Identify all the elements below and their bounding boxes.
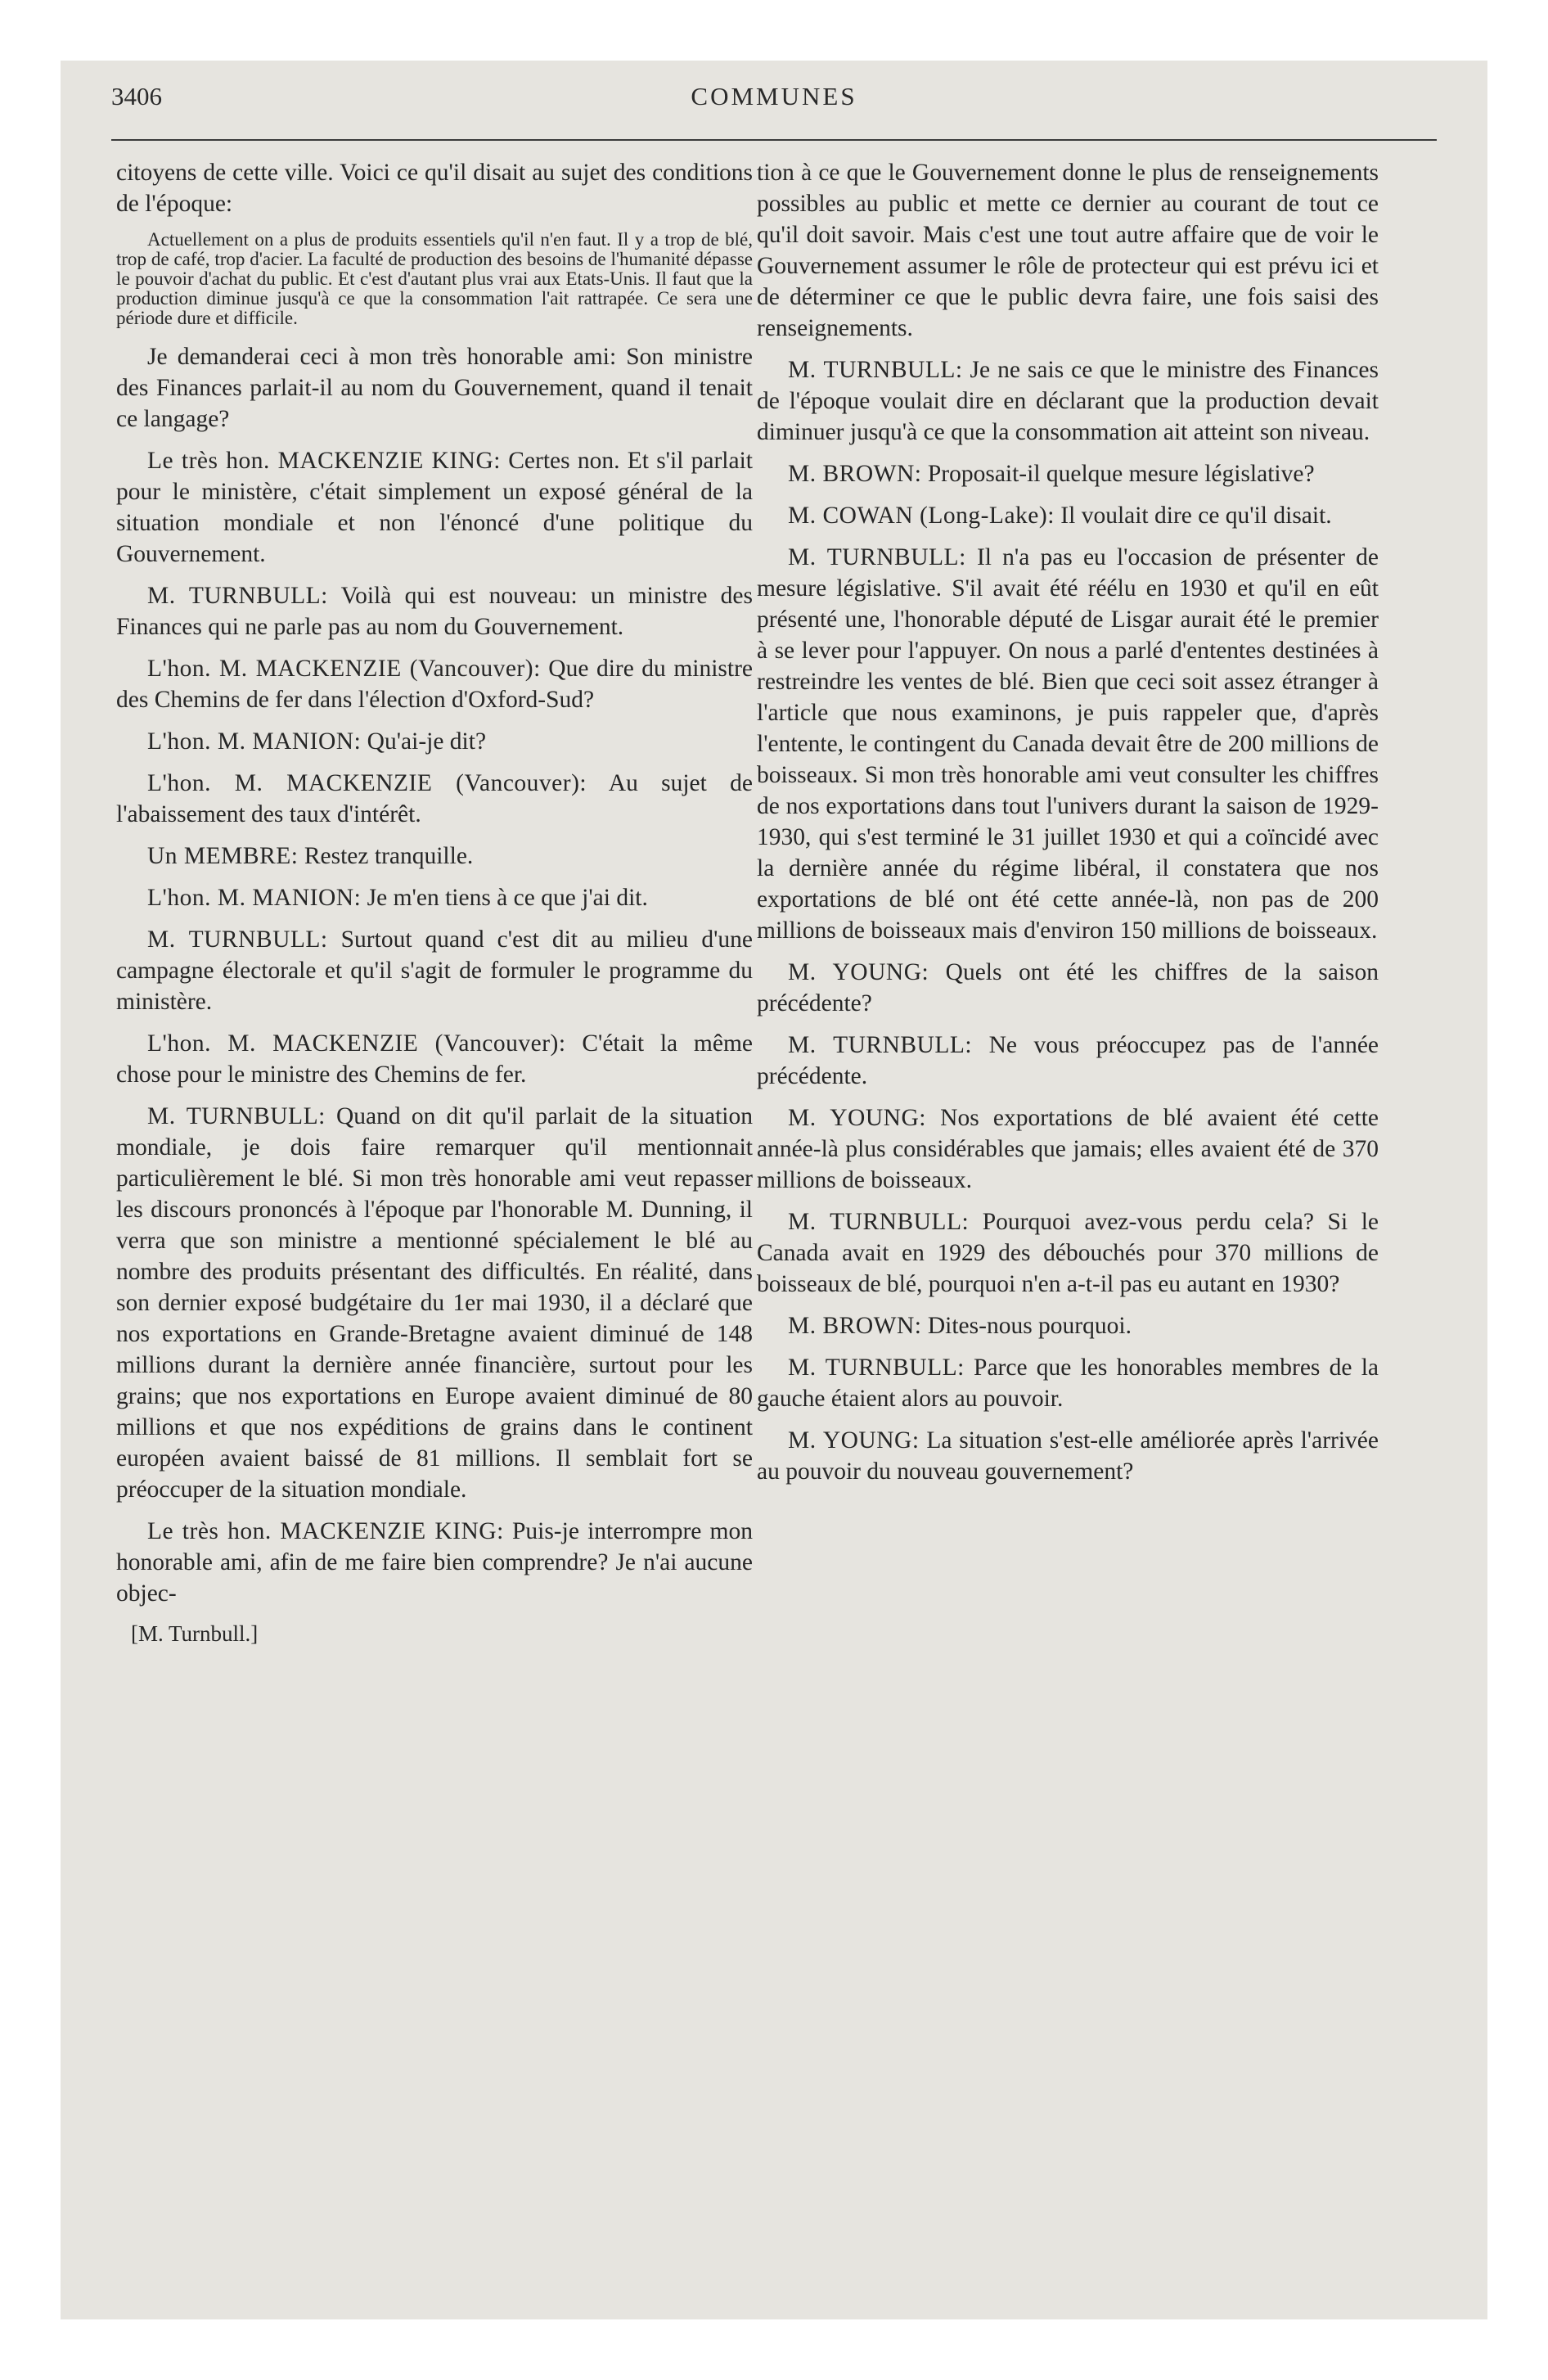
speech xyxy=(116,1101,753,1505)
running-head: COMMUNES xyxy=(691,82,857,110)
speech-text: Voilà qui est nouveau: un ministre des Finances qui ne parle pas au nom du Gouvernement. xyxy=(116,583,753,640)
speech-text: Parce que les honorables membres de la gauche étaient alors au pouvoir. xyxy=(757,1355,1379,1412)
speech-text: Proposait-il quelque mesure législative? xyxy=(921,461,1315,487)
speech-text: Nos exportations de blé avaient été cette année-là plus considérables que jamais; elles avaient été de 370 millions de boisseaux. xyxy=(757,1105,1379,1193)
speech xyxy=(757,500,1379,531)
speaker-name: M. YOUNG: xyxy=(788,959,929,985)
speaker-footer: [M. Turnbull.] xyxy=(131,1621,259,1646)
speech xyxy=(116,1028,753,1090)
speech xyxy=(757,957,1379,1019)
speaker-name: M. TURNBULL: xyxy=(147,926,328,953)
speaker-name: L'hon. M. MANION: xyxy=(147,728,362,755)
speech xyxy=(757,1352,1379,1414)
speaker-name: Un MEMBRE: xyxy=(147,843,299,869)
speech-text: Dites-nous pourquoi. xyxy=(921,1313,1132,1339)
speech xyxy=(116,1516,753,1609)
speaker-name: M. YOUNG: xyxy=(788,1105,926,1131)
speech-text: Quand on dit qu'il parlait de la situation mondiale, je dois faire remarquer qu'il mentionnait particulièrement le blé. Si mon très honorable ami veut repasser les discours prononcés à l'époque par l'honorable M. Dunning, il verra que son ministre a mentionné spécialement le blé au nombre des produits présentant des difficultés. En réalité, dans son dernier exposé budgétaire du 1er mai 1930, il a déclaré que nos exportations en Grande-Bretagne avaient diminué de 148 millions durant la dernière année financière, surtout pour les grains; que nos exportations en Europe avaient diminué de 80 millions et que nos expéditions de grains dans le continent européen avaient baissé de 81 millions. Il semblait fort se préoccuper de la situation mondiale. xyxy=(116,1103,753,1503)
speaker-name: Le très hon. MACKENZIE KING: xyxy=(147,1518,504,1544)
page-header xyxy=(111,82,1437,131)
speech-text: Puis-je interrompre mon honorable ami, afin de me faire bien comprendre? Je n'ai aucune objec- xyxy=(116,1518,754,1607)
speech xyxy=(757,1206,1379,1300)
speech-text: C'était la même chose pour le ministre des Chemins de fer. xyxy=(116,1030,754,1088)
speaker-name: M. TURNBULL: xyxy=(788,1209,970,1235)
speech-text: Certes non. Et s'il parlait pour le ministère, c'était simplement un exposé général de la situation mondiale et non l'énoncé d'une politique du Gouvernement. xyxy=(116,448,753,567)
page-number: 3406 xyxy=(111,82,162,110)
speaker-name: L'hon. M. MACKENZIE (Vancouver): xyxy=(147,1030,566,1057)
block-quote: Actuellement on a plus de produits essentiels qu'il n'en faut. Il y a trop de blé, trop de café, trop d'acier. La faculté de production des besoins de l'humanité dépasse le pouvoir d'achat du public. Et c'est d'autant plus vrai aux Etats-Unis. Il faut que la production diminue jusqu'à ce que la consommation l'ait rattrapée. Ce sera une période dure et difficile. xyxy=(116,229,753,328)
speaker-name: M. YOUNG: xyxy=(788,1427,920,1454)
speech xyxy=(116,841,753,872)
speech-text: Je m'en tiens à ce que j'ai dit. xyxy=(361,885,648,911)
speech-text: Ne vous préoccupez pas de l'année précédente. xyxy=(757,1032,1379,1089)
speaker-name: M. TURNBULL: xyxy=(147,1103,326,1129)
speaker-name: M. BROWN: xyxy=(788,461,922,487)
speech xyxy=(757,542,1379,946)
speech xyxy=(116,580,753,642)
speech xyxy=(757,1030,1379,1092)
right-column xyxy=(757,157,1379,1498)
speech-text: Pourquoi avez-vous perdu cela? Si le Canada avait en 1929 des débouchés pour 370 millions de boisseaux de blé, pourquoi n'en a-t-il pas eu autant en 1930? xyxy=(757,1209,1379,1297)
speaker-name: M. BROWN: xyxy=(788,1313,922,1339)
speech-text: Quels ont été les chiffres de la saison précédente? xyxy=(757,959,1379,1016)
speech xyxy=(116,768,753,830)
paragraph: citoyens de cette ville. Voici ce qu'il disait au sujet des conditions de l'époque: xyxy=(116,160,753,217)
speaker-name: Le très hon. MACKENZIE KING: xyxy=(147,448,501,474)
speech xyxy=(116,882,753,913)
speaker-name: L'hon. M. MACKENZIE (Vancouver): xyxy=(147,770,587,796)
speaker-name: M. TURNBULL: xyxy=(788,357,963,383)
speaker-name: M. TURNBULL: xyxy=(147,583,328,609)
speech-text: Qu'ai-je dit? xyxy=(361,728,487,755)
header-rule xyxy=(111,139,1437,141)
speech-text: Au sujet de l'abaissement des taux d'intérêt. xyxy=(116,770,753,827)
speech xyxy=(757,354,1379,448)
speaker-name: M. TURNBULL: xyxy=(788,544,966,570)
speech xyxy=(757,1310,1379,1341)
speaker-name: M. TURNBULL: xyxy=(788,1355,965,1381)
speaker-name: L'hon. M. MANION: xyxy=(147,885,362,911)
speaker-name: L'hon. M. MACKENZIE (Vancouver): xyxy=(147,656,541,682)
speech xyxy=(116,445,753,570)
speaker-name: M. COWAN (Long-Lake): xyxy=(788,503,1055,529)
speech xyxy=(757,1425,1379,1487)
speech-text: Il n'a pas eu l'occasion de présenter de mesure législative. S'il avait été réélu en 1930 et qu'il en eût présenté une, l'honorable député de Lisgar aurait été le premier à se lever pour l'appuyer. On nous a parlé d'ententes destinées à restreindre les ventes de blé. Bien que ceci soit assez étranger à l'article que nous examinons, je puis rappeler que, d'après l'entente, le contingent du Canada devait être de 200 millions de boisseaux. Si mon très honorable ami veut consulter les chiffres de nos exportations dans tout l'univers durant la saison de 1929-1930, qui s'est terminé le 31 juillet 1930 et qui a coïncidé avec la dernière année du régime libéral, il constatera que nos exportations de blé ont été cette année-là, non pas de 200 millions de boisseaux mais d'environ 150 millions de boisseaux. xyxy=(757,544,1379,944)
speech-text: La situation s'est-elle améliorée après l'arrivée au pouvoir du nouveau gouvernement? xyxy=(757,1427,1379,1485)
speech-text: Que dire du ministre des Chemins de fer dans l'élection d'Oxford-Sud? xyxy=(116,656,754,713)
speech-text: Je ne sais ce que le ministre des Finances de l'époque voulait dire en déclarant que la production devait diminuer jusqu'à ce que la consommation ait atteint son niveau. xyxy=(757,357,1379,445)
speech-text: Restez tranquille. xyxy=(298,843,474,869)
speech-text: Surtout quand c'est dit au milieu d'une campagne électorale et qu'il s'agit de formuler le programme du ministère. xyxy=(116,926,753,1015)
left-column xyxy=(116,157,753,1648)
speech xyxy=(116,726,753,757)
paragraph: Je demanderai ceci à mon très honorable ami: Son ministre des Finances parlait-il au nom du Gouvernement, quand il tenait ce langage? xyxy=(116,344,753,432)
speech xyxy=(757,1102,1379,1196)
speech xyxy=(116,924,753,1017)
speech-text: Il voulait dire ce qu'il disait. xyxy=(1054,503,1332,529)
paragraph: tion à ce que le Gouvernement donne le plus de renseignements possibles au public et mette ce dernier au courant de tout ce qu'il doit savoir. Mais c'est une tout autre affaire que de voir le Gouvernement assumer le rôle de protecteur qui est prévu ici et de déterminer ce que le public devra faire, une fois saisi des renseignements. xyxy=(757,160,1379,341)
speech xyxy=(757,458,1379,489)
speech xyxy=(116,653,753,715)
speaker-name: M. TURNBULL: xyxy=(788,1032,973,1058)
